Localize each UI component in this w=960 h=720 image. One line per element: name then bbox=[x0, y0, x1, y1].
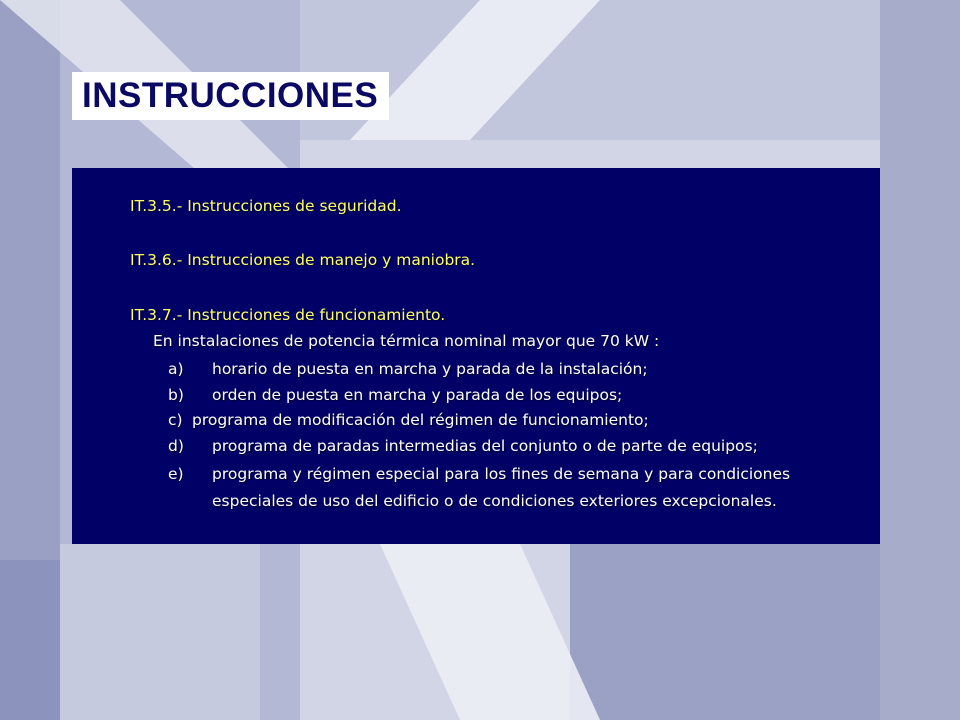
list-item-text: horario de puesta en marcha y parada de la instalación; bbox=[212, 360, 648, 378]
list-item-letter: e) bbox=[168, 465, 184, 483]
section-heading-funcionamiento: IT.3.7.- Instrucciones de funcionamiento. bbox=[130, 306, 446, 324]
list-item-letter: c) bbox=[168, 411, 183, 429]
section-heading-manejo: IT.3.6.- Instrucciones de manejo y maniobra. bbox=[130, 251, 476, 269]
list-item-text: programa y régimen especial para los fines de semana y para condiciones bbox=[212, 465, 791, 483]
list-item-letter: b) bbox=[168, 386, 184, 404]
list-item-text: programa de paradas intermedias del conjunto o de parte de equipos; bbox=[212, 437, 758, 455]
list-item-continuation: especiales de uso del edificio o de condiciones exteriores excepcionales. bbox=[212, 492, 777, 510]
title-box bbox=[72, 72, 389, 120]
content-panel bbox=[72, 168, 880, 544]
section-heading-seguridad: IT.3.5.- Instrucciones de seguridad. bbox=[130, 197, 402, 215]
list-item-letter: d) bbox=[168, 437, 184, 455]
list-item-text: programa de modificación del régimen de funcionamiento; bbox=[192, 411, 649, 429]
list-item-letter: a) bbox=[168, 360, 184, 378]
intro-text: En instalaciones de potencia térmica nominal mayor que 70 kW : bbox=[153, 332, 660, 350]
page-title: INSTRUCCIONES bbox=[82, 76, 379, 115]
list-item-text: orden de puesta en marcha y parada de los equipos; bbox=[212, 386, 623, 404]
